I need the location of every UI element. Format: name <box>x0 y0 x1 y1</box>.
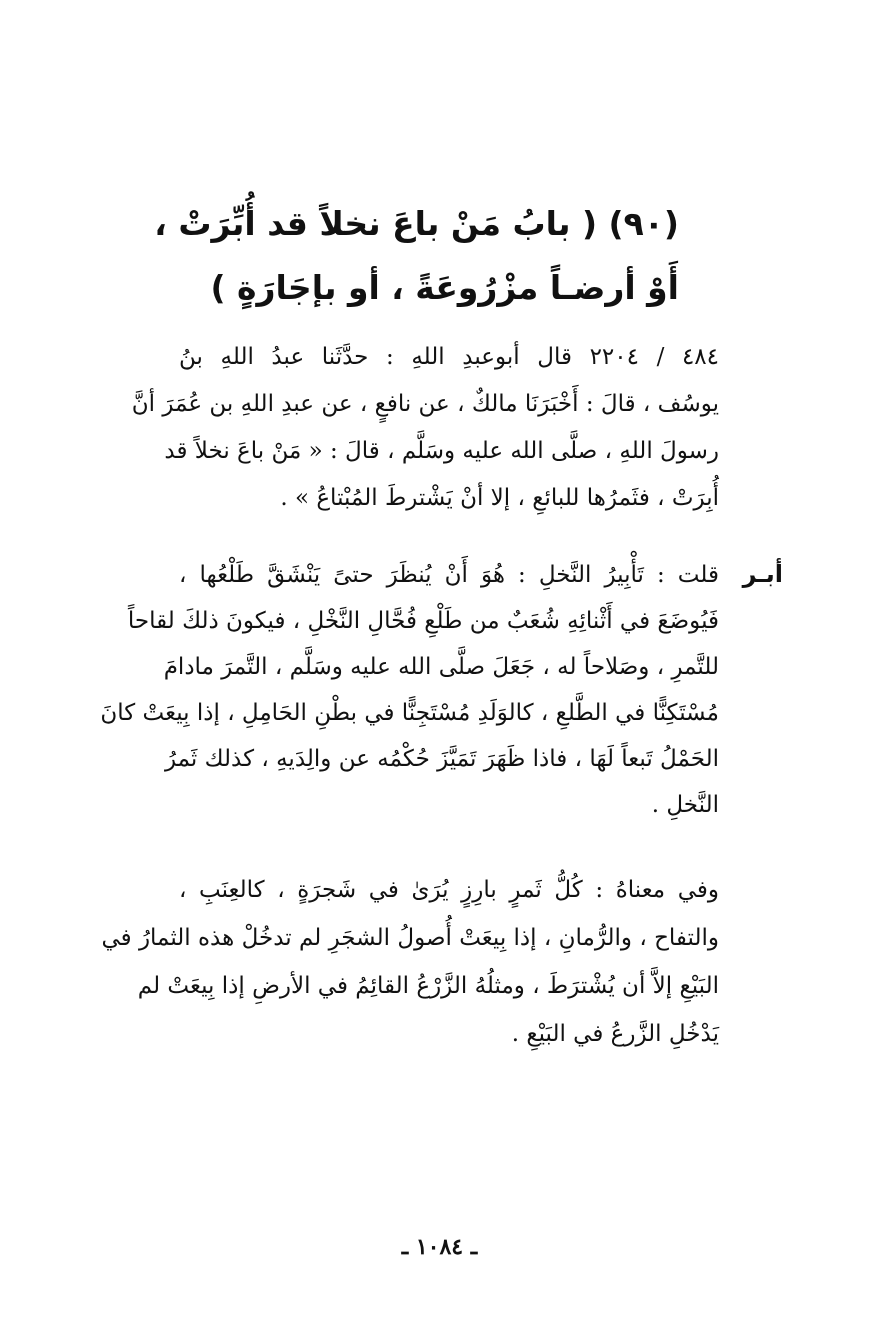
chapter-heading <box>154 192 679 320</box>
commentary-line: قلت : تَأْبِيرُ النَّخلِ : هُوَ أَنْ يُنظَرَ حتىً يَنْشَقَّ طَلْعُها ، <box>179 562 719 588</box>
meaning-line: يَدْخُلِ الزَّرعُ في البَيْعِ . <box>511 1021 719 1047</box>
page-number: ـ ١٠٨٤ ـ <box>401 1234 478 1260</box>
chapter-heading-line-1: (٩٠) ( بابُ مَنْ باعَ نخلاً قد أُبِّرَتْ ، <box>154 204 679 243</box>
chapter-heading-line-2: أَوْ أرضـاً مزْرُوعَةً ، أو بإجَارَةٍ ) <box>210 268 679 307</box>
margin-keyword: أبـر <box>742 560 783 588</box>
hadith-line: ٤٨٤ / ٢٢٠٤ قال أبوعبدِ اللهِ : حدَّثَنا عبدُ اللهِ بنُ <box>179 344 719 370</box>
commentary-line: الحَمْلُ تَبعاً لَهَا ، فاذا ظَهَرَ تَمَيَّزَ حُكْمُه عن والِدَيهِ ، كذلك ثَمرُ <box>164 746 719 772</box>
meaning-line: البَيْعِ إلاَّ أن يُشْترَطَ ، ومثلُهُ الزَّرْعُ القائِمُ في الأرضِ إذا بِيعَتْ لم <box>137 973 719 999</box>
commentary-line: فَيُوضَعَ في أَثْنائِهِ شُعَبٌ من طَلْعِ فُحَّالِ النَّخْلِ ، فيكونَ ذلكَ لقاحاً <box>127 608 719 634</box>
commentary-line: مُسْتَكِنًّا في الطَّلعِ ، كالوَلَدِ مُسْتَجِنًّا في بطْنِ الحَامِلِ ، إذا بِيعَتْ كانَ <box>100 700 719 726</box>
commentary-text <box>100 552 719 828</box>
meaning-text <box>101 866 719 1058</box>
hadith-text <box>131 334 719 522</box>
commentary-line: للتَّمرِ ، وصَلاحاً له ، جَعَلَ صلَّى الله عليه وسَلَّم ، التَّمرَ مادامَ <box>163 654 719 680</box>
commentary-line: النَّخلِ . <box>651 792 719 818</box>
meaning-line: وفي معناهُ : كُلُّ ثَمرٍ بارِزٍ يُرَىٰ في شَجرَةٍ ، كالعِنَبِ ، <box>179 877 719 903</box>
hadith-line: رسولَ اللهِ ، صلَّى الله عليه وسَلَّم ، قالَ : « مَنْ باعَ نخلاً قد <box>164 438 719 464</box>
meaning-line: والتفاح ، والرُّمانِ ، إذا بِيعَتْ أُصولُ الشجَرِ لم تدخُلْ هذه الثمارُ في <box>101 925 719 951</box>
hadith-line: يوسُف ، قالَ : أَخْبَرَنَا مالكٌ ، عن نافعٍ ، عن عبدِ اللهِ بن عُمَرَ أنَّ <box>131 391 719 417</box>
hadith-line: أُبِرَتْ ، فثَمرُها للبائعِ ، إلا أنْ يَشْترطَ المُبْتاعُ » . <box>280 485 719 511</box>
